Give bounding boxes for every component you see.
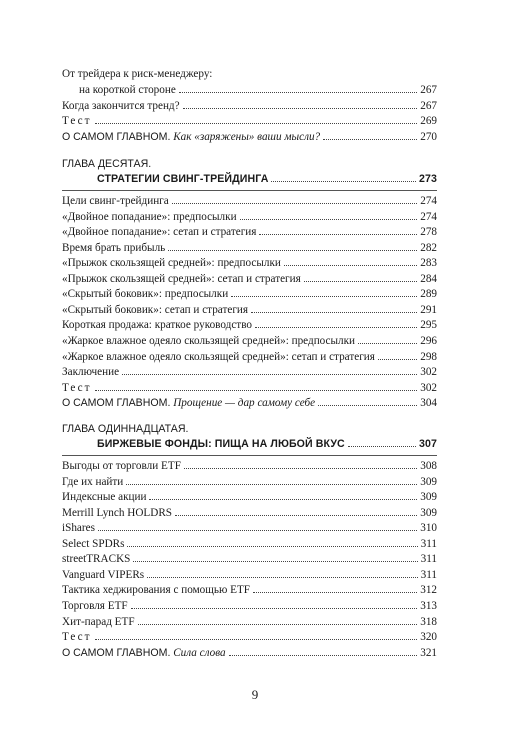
toc-entry — [62, 567, 437, 583]
toc-entry-page: 267 — [420, 99, 437, 112]
toc-entry-title: «Двойное попадание»: предпосылки — [62, 210, 237, 223]
toc-entry — [62, 459, 437, 475]
dot-leader — [95, 380, 418, 391]
toc-entry — [62, 396, 437, 412]
toc-entry-title: «Скрытый боковик»: предпосылки — [62, 288, 229, 301]
toc-entry-page: 298 — [420, 350, 437, 363]
chapter-title: СТРАТЕГИИ СВИНГ-ТРЕЙДИНГА 273 — [97, 173, 437, 185]
toc-entry-title: Торговля ETF — [62, 599, 128, 612]
page-number: 9 — [251, 687, 259, 702]
toc-entry — [62, 505, 437, 521]
dot-leader — [147, 567, 417, 578]
toc-entry-page: 310 — [420, 522, 437, 535]
toc-entry-title: Select SPDRs — [62, 537, 125, 550]
toc-entry-page: 304 — [420, 397, 437, 410]
toc-entry — [62, 209, 437, 225]
dot-leader — [95, 114, 418, 125]
toc-entry-page: 274 — [420, 210, 437, 223]
toc-entry-title: О САМОМ ГЛАВНОМ. Сила слова — [62, 646, 226, 659]
dot-leader — [318, 396, 417, 407]
toc-entry-page: 274 — [420, 195, 437, 208]
toc-entry-title: Тест — [62, 115, 92, 128]
toc-entry — [62, 365, 437, 381]
toc-entry — [62, 521, 437, 537]
dot-leader — [240, 209, 418, 220]
dot-leader — [284, 256, 417, 267]
dot-leader — [271, 172, 416, 182]
toc-entry-page: 291 — [420, 303, 437, 316]
dot-leader — [149, 490, 417, 501]
toc-entry-title: Vanguard VIPERs — [62, 568, 145, 581]
divider — [62, 190, 437, 191]
toc-entry — [62, 98, 437, 114]
chapter-11-entries — [62, 459, 437, 661]
dot-leader — [378, 349, 417, 360]
toc-entry-title: «Двойное попадание»: сетап и стратегия — [62, 226, 257, 239]
toc-entry — [62, 552, 437, 568]
toc-entry — [62, 583, 437, 599]
dot-leader — [126, 474, 417, 485]
toc-entry-page: 311 — [420, 553, 437, 566]
toc-entry-page: 321 — [420, 646, 437, 659]
toc-entry-page: 318 — [420, 615, 437, 628]
toc-entry-page: 311 — [420, 537, 437, 550]
toc-entry — [62, 256, 437, 272]
toc-entry — [62, 490, 437, 506]
dot-leader — [184, 459, 417, 470]
toc-entry-title: Индексные акции — [62, 491, 147, 504]
toc-entry — [62, 645, 437, 661]
toc-entry-title: «Жаркое влажное одеяло скользящей средней»: сетап и стратегия — [62, 350, 375, 363]
toc-entry-page: 312 — [420, 584, 437, 597]
dot-leader — [122, 365, 417, 376]
dot-leader — [358, 333, 417, 344]
toc-entry-title: О САМОМ ГЛАВНОМ. Как «заряжены» ваши мысли? — [62, 130, 321, 143]
toc-entry-page: 309 — [420, 475, 437, 488]
dot-leader — [253, 583, 417, 594]
toc-entry-title: Короткая продажа: краткое руководство — [62, 319, 252, 332]
toc-entry-page: 309 — [420, 506, 437, 519]
toc-entry-title: Цели свинг-трейдинга — [62, 195, 169, 208]
toc-entry-title: «Прыжок скользящей средней»: предпосылки — [62, 257, 281, 270]
toc-entry — [62, 129, 437, 145]
dot-leader — [231, 287, 417, 298]
dot-leader — [251, 302, 417, 313]
toc-entry — [62, 349, 437, 365]
toc-entry-title: Хит-парад ETF — [62, 615, 135, 628]
toc-entry-title: iShares — [62, 522, 95, 535]
toc-entry — [62, 318, 437, 334]
toc-entry — [62, 240, 437, 256]
toc-entry-page: 313 — [420, 599, 437, 612]
toc-entry-page: 302 — [420, 381, 437, 394]
dot-leader — [127, 536, 417, 547]
toc-entry-page: 278 — [420, 226, 437, 239]
dot-leader — [95, 630, 418, 641]
toc-entry-page: 269 — [420, 115, 437, 128]
dot-leader — [168, 240, 417, 251]
dot-leader — [304, 271, 417, 282]
toc-entry-title: Когда закончится тренд? — [62, 99, 180, 112]
toc-entry — [62, 614, 437, 630]
toc-entry-title: Где их найти — [62, 475, 124, 488]
dot-leader — [98, 521, 417, 532]
dot-leader — [323, 129, 417, 140]
toc-entry-title: Выгоды от торговли ETF — [62, 460, 181, 473]
dot-leader — [172, 194, 417, 205]
toc-top-block — [62, 67, 437, 145]
dot-leader — [179, 83, 417, 94]
toc-entry — [62, 630, 437, 646]
chapter-10-entries — [62, 194, 437, 412]
toc-entry — [62, 333, 437, 349]
chapter-label: ГЛАВА ОДИННАДЦАТАЯ. — [62, 423, 189, 435]
toc-entry — [62, 67, 437, 83]
toc-entry-title: Merrill Lynch HOLDRS — [62, 506, 173, 519]
toc-entry-title: О САМОМ ГЛАВНОМ. Прощение — дар самому себе — [62, 397, 316, 410]
toc-entry-page: 289 — [420, 288, 437, 301]
toc-entry-title: на короткой стороне — [79, 84, 176, 97]
toc-entry — [62, 474, 437, 490]
dot-leader — [131, 598, 418, 609]
toc-entry — [62, 194, 437, 210]
toc-entry-title: От трейдера к риск-менеджеру: — [62, 68, 213, 80]
toc-entry-title: Тест — [62, 381, 92, 394]
chapter-title: БИРЖЕВЫЕ ФОНДЫ: ПИЩА НА ЛЮБОЙ ВКУС 307 — [97, 438, 437, 450]
toc-entry-page: 270 — [420, 130, 437, 143]
dot-leader — [133, 552, 417, 563]
dot-leader — [229, 645, 418, 656]
toc-entry-title: «Скрытый боковик»: сетап и стратегия — [62, 303, 249, 316]
toc-entry-page: 283 — [420, 257, 437, 270]
chapter-10 — [62, 157, 437, 411]
divider — [62, 455, 437, 456]
toc-entry-page: 302 — [420, 366, 437, 379]
toc-entry — [62, 83, 437, 99]
toc-entry-title: Тест — [62, 631, 92, 644]
dot-leader — [183, 98, 418, 109]
toc-entry-title: «Жаркое влажное одеяло скользящей средней»: предпосылки — [62, 334, 356, 347]
dot-leader — [138, 614, 418, 625]
toc-entry — [62, 271, 437, 287]
toc-entry-page: 295 — [420, 319, 437, 332]
toc-entry-page: 309 — [420, 491, 437, 504]
toc-entry-page: 282 — [420, 241, 437, 254]
toc-entry-title: Заключение — [62, 366, 120, 379]
toc-entry-title: Тактика хеджирования с помощью ETF — [62, 584, 251, 597]
toc-entry — [62, 302, 437, 318]
dot-leader — [255, 318, 417, 329]
toc-entry-page: 308 — [420, 460, 437, 473]
toc-entry — [62, 380, 437, 396]
dot-leader — [259, 225, 417, 236]
toc-entry — [62, 287, 437, 303]
toc-entry-title: «Прыжок скользящей средней»: сетап и стратегия — [62, 272, 301, 285]
dot-leader — [175, 505, 417, 516]
toc-entry-page: 267 — [420, 84, 437, 97]
toc-entry — [62, 114, 437, 130]
chapter-11 — [62, 422, 437, 661]
toc-entry-page: 320 — [420, 631, 437, 644]
toc-entry — [62, 536, 437, 552]
toc-entry-page: 311 — [420, 568, 437, 581]
dot-leader — [348, 437, 416, 447]
toc-entry-title: streetTRACKS — [62, 553, 131, 566]
toc-entry — [62, 225, 437, 241]
chapter-label: ГЛАВА ДЕСЯТАЯ. — [62, 158, 152, 170]
toc-entry-page: 284 — [420, 272, 437, 285]
toc-entry — [62, 598, 437, 614]
toc-entry-page: 296 — [420, 334, 437, 347]
toc-entry-title: Время брать прибыль — [62, 241, 166, 254]
